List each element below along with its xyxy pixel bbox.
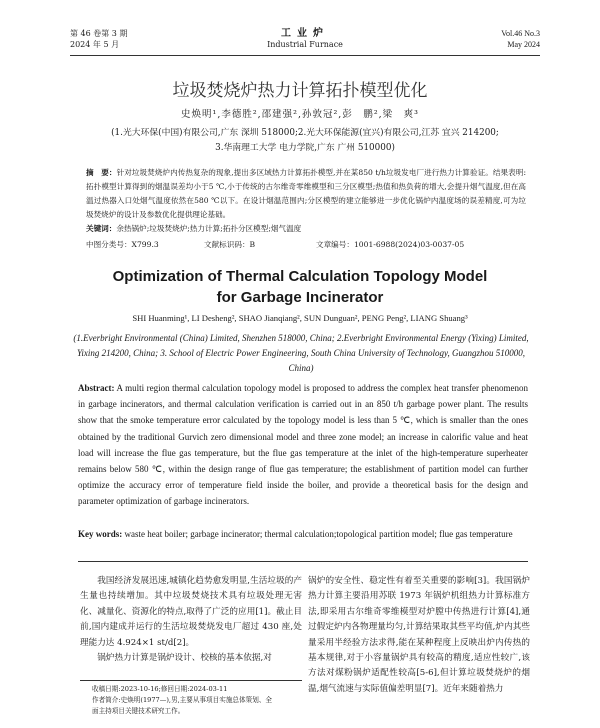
footnote-author-line1: 作者简介:史焕明(1977—),男,主要从事项目实施总体策划、全 bbox=[92, 696, 272, 704]
journal-cn: 工业炉 bbox=[281, 28, 329, 39]
body-paragraph: 锅炉热力计算是锅炉设计、校核的基本依据,对 bbox=[97, 653, 272, 664]
en-title-line2: for Garbage Incinerator bbox=[216, 289, 384, 306]
volume-cn: 第 46 卷第 3 期 bbox=[70, 29, 128, 38]
cn-affiliations bbox=[70, 126, 540, 156]
cn-aff-line2: 3.华南理工大学 电力学院,广东 广州 510000) bbox=[215, 143, 395, 153]
en-title bbox=[0, 266, 600, 308]
en-affiliations: (1.Everbright Environmental (China) Limited, Shenzhen 518000, China; 2.Everbright Environmental Energy (Yixing) Limited, Yixing 214200, China; 3. School of Electric Power Engineering, South China University of Technology, Guangzhou 510000, China) bbox=[73, 333, 529, 373]
clc-code: 中图分类号：X799.3 bbox=[86, 240, 159, 249]
body-paragraph: 我国经济发展迅速,城镇化趋势愈发明显,生活垃圾的产生量也持续增加。其中垃圾焚烧技术具有垃圾处理无害化、减量化、资源化的特点,取得了广泛的应用[1]。截止目前,国内建成并运行的生活垃圾焚烧发电厂超过 430 座,处理能力达 4.924×1 st/d[2]。 bbox=[80, 576, 302, 648]
en-keywords-text: waste heat boiler; garbage incinerator; thermal calculation;topological partition model; flue gas temperature bbox=[124, 529, 513, 539]
en-abstract bbox=[78, 380, 528, 510]
en-authors: SHI Huanming¹, LI Desheng², SHAO Jianqiang², SUN Dunguan², PENG Peng², LIANG Shuang³ bbox=[132, 313, 468, 323]
footnote bbox=[80, 680, 302, 717]
body-paragraph: 锅炉的安全性、稳定性有着至关重要的影响[3]。我国锅炉热力计算主要沿用苏联 1973 年锅炉机组热力计算标准方法,即采用古尔维奇零维模型对炉膛中传热进行计算[4],通过假定炉内各物理量均匀,计算结果取其些平均值,炉内其些量采用半经验方法求得,能在某种程度上反映出炉内传热的基本规律,对于小容量锅炉具有较高的精度,适应性较广,该方法对煤粉锅炉适配性较高[5-6],但计算垃圾焚烧炉的烟温,烟气流速与实际值偏差明显[7]。近年来随着热力 bbox=[308, 576, 530, 694]
document-code: 文献标识码：B bbox=[204, 240, 256, 249]
cn-abstract-text: 针对垃圾焚烧炉内传热复杂的现象,提出多区域热力计算拓扑模型,并在某850 t/h垃圾发电厂进行热力计算验证。结果表明:拓扑模型计算得到的烟温误差均小于5 ℃,小于传统的古尔维奇零维模型和三分区模型;热值和热负荷的增大,会提升烟气温度,但在高温过热器入口处烟气温度依然在580 ℃以下。在设计烟温范围内;分区模型的建立能够进一步优化锅炉内温度场的误差精度,可为垃圾焚烧炉的设计及参数优化提供理论基础。 bbox=[86, 168, 527, 219]
date-en: May 2024 bbox=[507, 40, 540, 49]
footnote-author-line2: 面主持项目关键技术研究工作。 bbox=[92, 707, 185, 715]
body-column-left bbox=[80, 574, 302, 666]
section-divider bbox=[78, 561, 528, 562]
cn-keywords bbox=[86, 222, 526, 235]
en-abstract-text: A multi region thermal calculation topology model is proposed to address the complex heat transfer phenomenon in garbage incinerators, and thermal calculation verification is carried out in an 850 t/h garbage power plant. The results show that the smoke temperature error calculated by the topology model is less than 5 ℃, which is smaller than the ones obtained by the traditional Gurvich zero dimensional model and three zone model; an increase in calorific value and heat load will increase the flue gas temperature, but the flue gas temperature at the inlet of the high-temperature superheater remains below 580 ℃, within the design range of flue gas temperature; the establishment of partition model can further optimize the accuracy error of temperature field inside the boiler, and provide a theoretical basis for the design and parameter optimization of garbage incinerators. bbox=[78, 383, 528, 507]
journal-en: Industrial Furnace bbox=[267, 40, 343, 49]
body-column-right bbox=[308, 574, 530, 697]
header-rule bbox=[70, 55, 540, 56]
cn-abstract-label: 摘 要： bbox=[86, 168, 117, 177]
running-header bbox=[70, 28, 540, 60]
cn-authors: 史焕明¹,李德胜²,邵建强²,孙敦冠²,彭 鹏²,梁 爽³ bbox=[181, 109, 419, 120]
en-title-line1: Optimization of Thermal Calculation Topology Model bbox=[112, 268, 488, 285]
cn-title: 垃圾焚烧炉热力计算拓扑模型优化 bbox=[172, 81, 428, 101]
volume-en: Vol.46 No.3 bbox=[501, 29, 540, 38]
article-number: 文章编号：1001-6988(2024)03-0037-05 bbox=[316, 240, 465, 249]
header-right bbox=[501, 28, 540, 50]
date-cn: 2024 年 5 月 bbox=[70, 40, 120, 49]
footnote-received: 收稿日期:2023-10-16;修回日期:2024-03-11 bbox=[92, 685, 228, 693]
footnote-rule bbox=[80, 680, 302, 681]
en-keywords-label: Key words: bbox=[78, 529, 123, 539]
en-abstract-label: Abstract: bbox=[78, 383, 115, 393]
header-center bbox=[70, 28, 540, 50]
cn-abstract bbox=[86, 166, 526, 222]
cn-keywords-label: 关键词： bbox=[86, 224, 117, 233]
en-keywords bbox=[78, 526, 528, 542]
cn-keywords-text: 余热锅炉;垃圾焚烧炉;热力计算;拓扑分区模型;烟气温度 bbox=[116, 224, 302, 233]
cn-aff-line1: (1.光大环保(中国)有限公司,广东 深圳 518000;2.光大环保能源(宜兴)有限公司,江苏 宜兴 214200; bbox=[111, 128, 499, 138]
